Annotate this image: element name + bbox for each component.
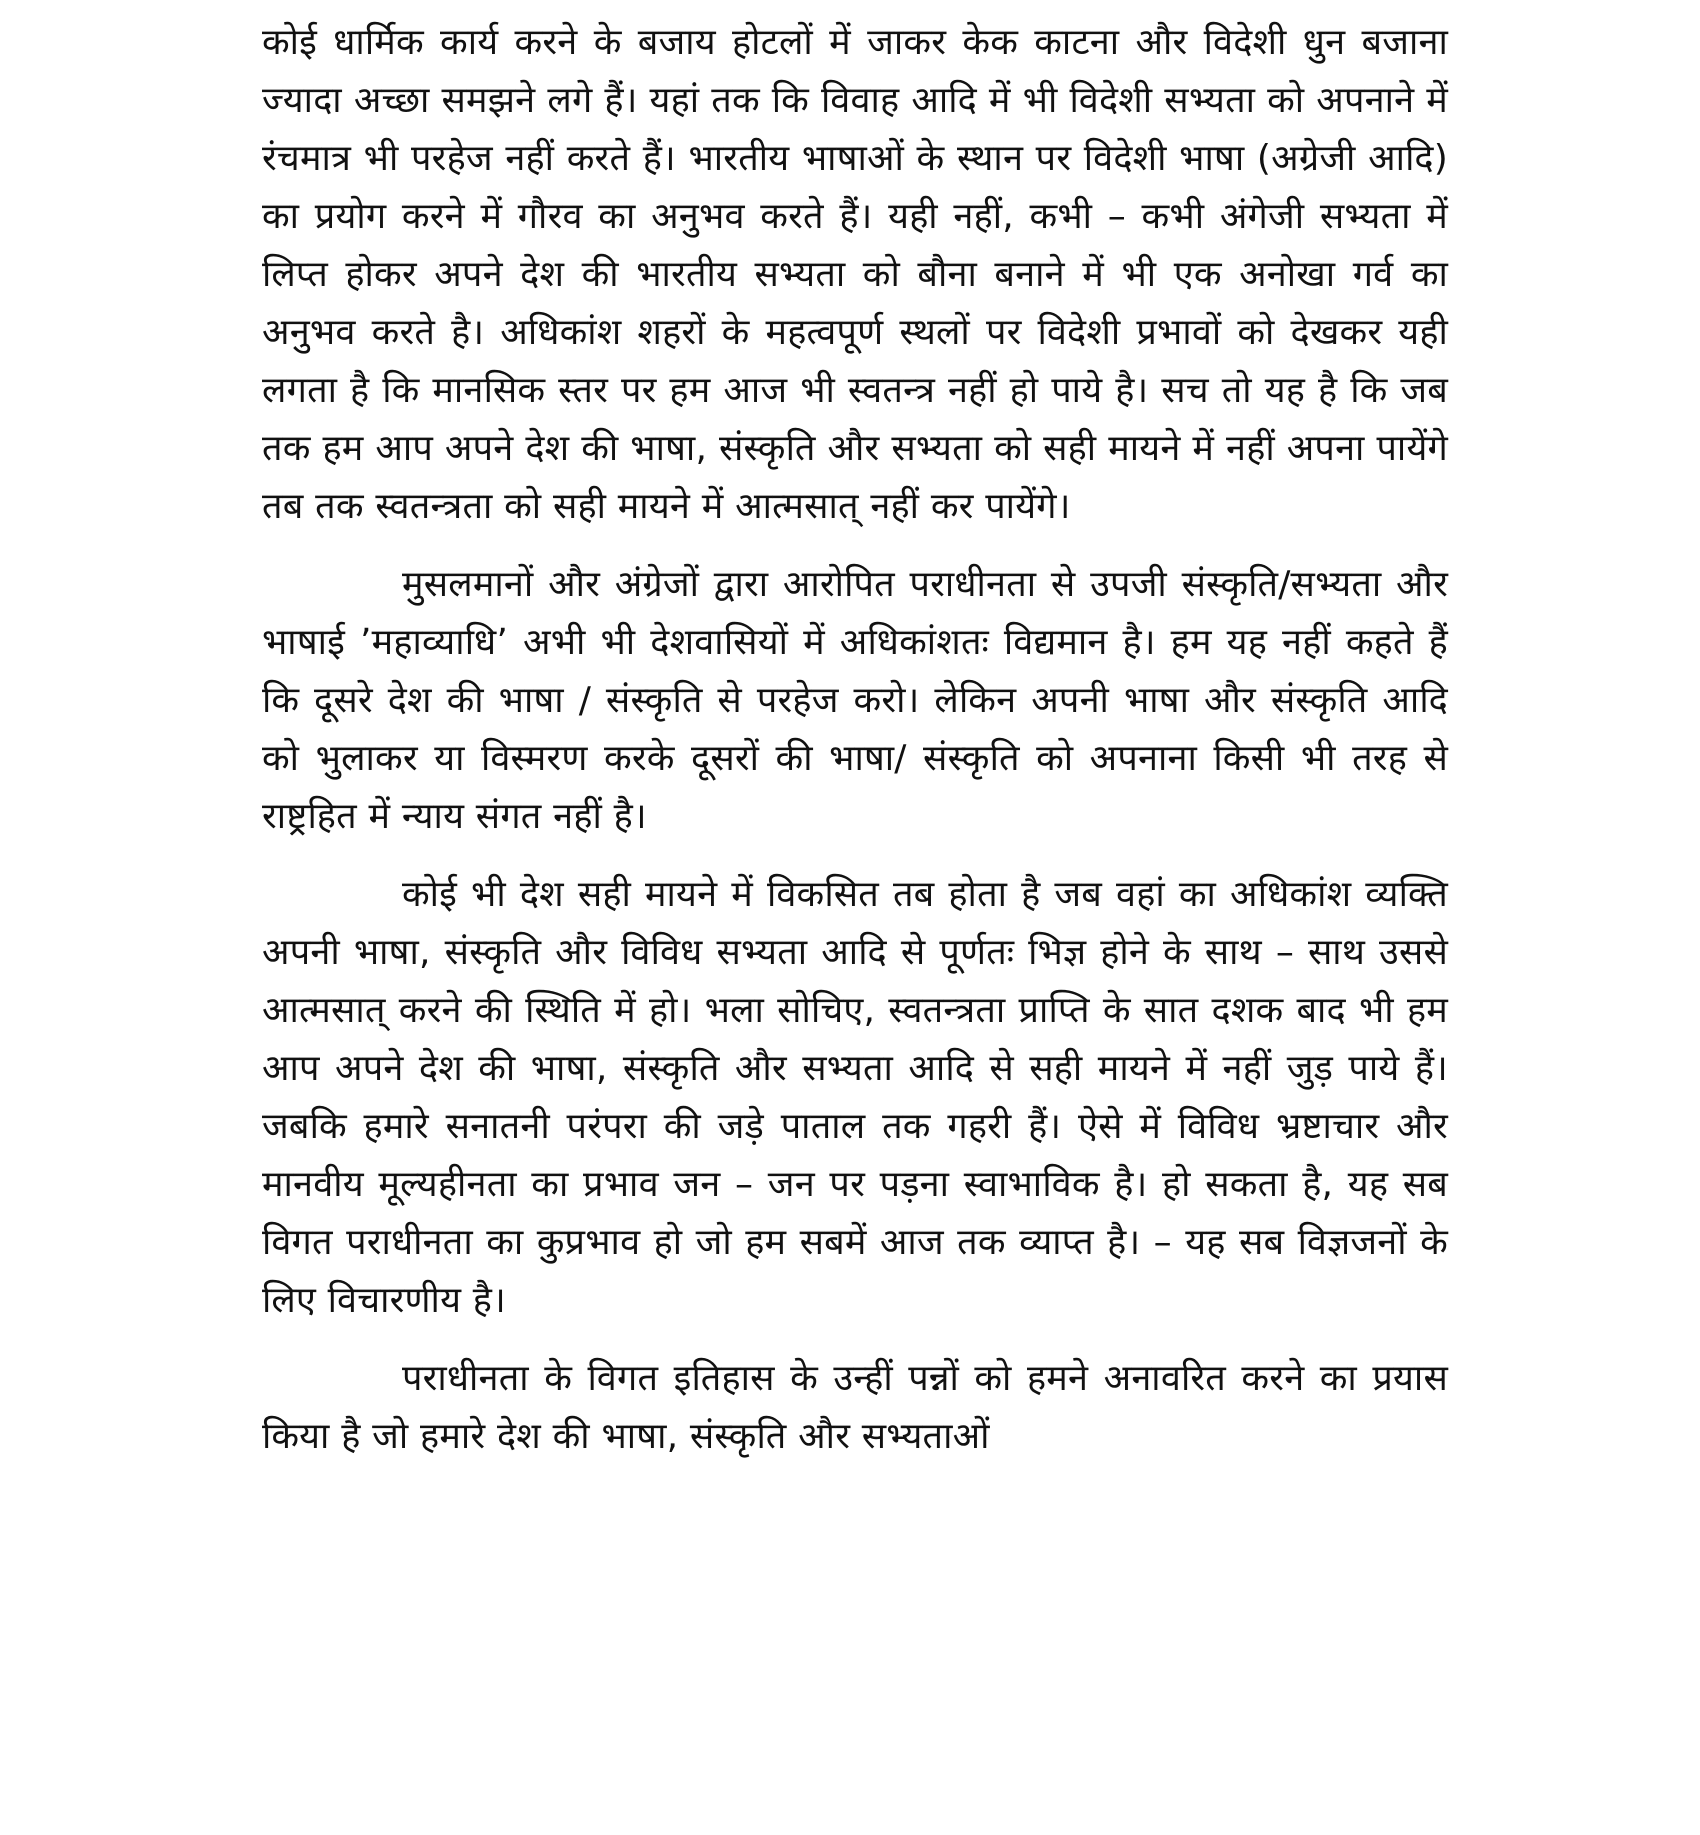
paragraph-1: कोई धार्मिक कार्य करने के बजाय होटलों में जाकर केक काटना और विदेशी धुन बजाना ज्यादा अच्छा समझने लगे हैं। यहां तक कि विवाह आदि में भी विदेशी सभ्यता को अपनाने में रंचमात्र भी परहेज नहीं करते हैं। भारतीय भाषाओं के स्थान पर विदेशी भाषा (अग्रेजी आदि) का प्रयोग करने में गौरव का अनुभव करते हैं। यही नहीं, कभी – कभी अंगेजी सभ्यता में लिप्त होकर अपने देश की भारतीय सभ्यता को बौना बनाने में भी एक अनोखा गर्व का अनुभव करते है। अधिकांश शहरों के महत्वपूर्ण स्थलों पर विदेशी प्रभावों को देखकर यही लगता है कि मानसिक स्तर पर हम आज भी स्वतन्त्र नहीं हो पाये है। सच तो यह है कि जब तक हम आप अपने देश की भाषा, संस्कृति और सभ्यता को सही मायने में नहीं अपना पायेंगे तब तक स्वतन्त्रता को सही मायने में आत्मसात् नहीं कर पायेंगे।: [262, 22, 1448, 527]
document-page: [262, 14, 1448, 1466]
paragraph-3: कोई भी देश सही मायने में विकसित तब होता है जब वहां का अधिकांश व्यक्ति अपनी भाषा, संस्कृति और विविध सभ्यता आदि से पूर्णतः भिज्ञ होने के साथ – साथ उससे आत्मसात् करने की स्थिति में हो। भला सोचिए, स्वतन्त्रता प्राप्ति के सात दशक बाद भी हम आप अपने देश की भाषा, संस्कृति और सभ्यता आदि से सही मायने में नहीं जुड़ पाये हैं। जबकि हमारे सनातनी परंपरा की जड़े पाताल तक गहरी हैं। ऐसे में विविध भ्रष्टाचार और मानवीय मूल्यहीनता का प्रभाव जन – जन पर पड़ना स्वाभाविक है। हो सकता है, यह सब विगत पराधीनता का कुप्रभाव हो जो हम सबमें आज तक व्याप्त है। – यह सब विज्ञजनों के लिए विचारणीय है।: [262, 874, 1448, 1321]
paragraph-2: मुसलमानों और अंग्रेजों द्वारा आरोपित पराधीनता से उपजी संस्कृति/सभ्यता और भाषाई ’महाव्याधि’ अभी भी देशवासियों में अधिकांशतः विद्यमान है। हम यह नहीं कहते हैं कि दूसरे देश की भाषा / संस्कृति से परहेज करो। लेकिन अपनी भाषा और संस्कृति आदि को भुलाकर या विस्मरण करके दूसरों की भाषा/ संस्कृति को अपनाना किसी भी तरह से राष्ट्रहित में न्याय संगत नहीं है।: [262, 564, 1448, 837]
paragraph-4: पराधीनता के विगत इतिहास के उन्हीं पन्नों को हमने अनावरित करने का प्रयास किया है जो हमारे देश की भाषा, संस्कृति और सभ्यताओं: [262, 1358, 1448, 1457]
